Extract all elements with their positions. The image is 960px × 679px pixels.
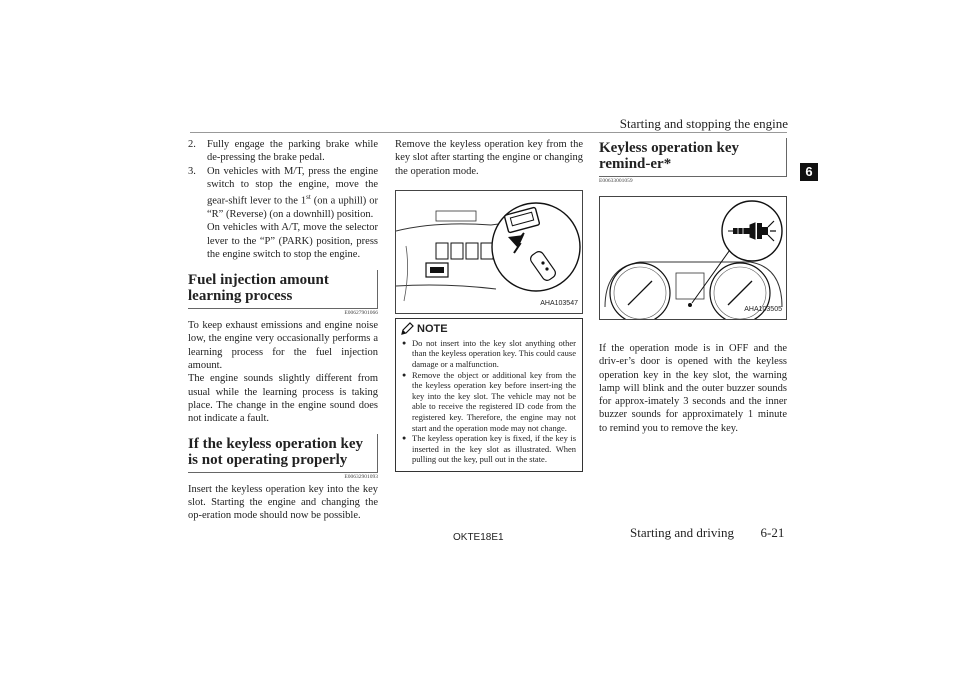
keyless-not-operating-paragraph: Insert the keyless operation key into the key slot. Starting the engine and changing the op-eration mode should now be possible. — [188, 483, 378, 522]
section-code-keyless-not-operating: E00632901093 — [344, 473, 378, 480]
note-item-text: The keyless operation key is fixed, if the key is inserted in the key slot as illustrated. When pulling out the key, pull out in the state. — [412, 433, 576, 465]
chapter-tab: 6 — [800, 163, 818, 181]
bullet-icon: ● — [402, 370, 407, 379]
step-3-number: 3. — [188, 165, 196, 177]
running-header: Starting and stopping the engine — [619, 116, 788, 131]
key-reminder-paragraph: If the operation mode is in OFF and the driv-er’s door is opened with the keyless operation key in the key slot, the warning lamp will blink and the outer buzzer sounds for approx-imately 3 seconds and the inner buzzer sounds for approximately 1 minute to remind you to remove the key. — [599, 343, 787, 434]
footer-page-number: 6-21 — [760, 525, 785, 540]
key-slot-illustration — [396, 191, 582, 313]
note-item-text: Do not insert into the key slot anything other than the keyless operation key. This could cause damage or a malfunction. — [412, 337, 576, 370]
footer-model-code: OKTE18E1 — [453, 532, 504, 543]
footer-page-info — [630, 525, 784, 541]
meter-figure — [599, 196, 787, 320]
step-3 — [188, 165, 378, 262]
note-item — [402, 338, 576, 370]
section-code-fuel-injection: E00627901066 — [344, 310, 378, 317]
section-title-fuel-injection: Fuel injection amount learning process — [188, 270, 378, 309]
bullet-icon: ● — [402, 434, 407, 443]
section-title-keyless-not-operating: If the keyless operation key is not operating properly — [188, 434, 378, 473]
section-title-key-reminder: Keyless operation key remind-er* — [599, 138, 787, 177]
step-2-number: 2. — [188, 139, 196, 150]
note-list — [396, 338, 582, 465]
fuel-injection-paragraph-1: To keep exhaust emissions and engine noise low, the engine very occasionally performs a learning process for the fuel injection amount. — [188, 320, 378, 372]
fuel-injection-paragraph-2: The engine sounds slightly different from usual while the learning process is taking place. The change in the engine sound does not indicate a fault. — [188, 373, 378, 425]
step-3-text-b: (on a uphill) or “R” (Reverse) (on a downhill) position. — [207, 195, 378, 220]
note-header — [396, 319, 582, 338]
remove-key-intro: Remove the keyless operation key from the key slot after starting the engine or changing the operation mode. — [395, 139, 583, 177]
note-item-text: Remove the object or additional key from the the keyless operation key before insert-ing the key into the key slot. The vehicle may not be able to receive the registered ID code from the registered key. Therefore, the engine may not start and the operation mode may not change. — [412, 369, 576, 433]
step-3-at-text: On vehicles with A/T, move the selector lever to the “P” (PARK) position, press the engine switch to stop the engine. — [207, 222, 378, 260]
step-3-text — [207, 165, 378, 222]
section-code-key-reminder: E00633001059 — [599, 178, 633, 184]
column-3 — [599, 138, 787, 435]
column-1 — [188, 138, 378, 522]
step-2 — [188, 138, 378, 165]
note-title: NOTE — [417, 322, 448, 335]
key-slot-figure — [395, 190, 583, 314]
note-box — [395, 318, 583, 472]
step-2-text: Fully engage the parking brake while de-pressing the brake pedal. — [207, 139, 378, 164]
footer-section-name: Starting and driving — [630, 525, 734, 540]
note-item — [402, 433, 576, 465]
meter-figure-code: AHA103505 — [744, 305, 782, 313]
meter-illustration — [600, 197, 786, 319]
step-3-superscript: st — [306, 193, 311, 202]
step-3-text-a: On vehicles with M/T, press the engine switch to stop the engine, move the gear-shift lever to the 1 — [207, 165, 378, 207]
bullet-icon: ● — [402, 338, 407, 347]
key-slot-figure-code: AHA103547 — [540, 299, 578, 307]
note-item — [402, 370, 576, 434]
column-2 — [395, 138, 583, 472]
header-rule — [190, 132, 787, 133]
pencil-icon — [400, 322, 414, 336]
